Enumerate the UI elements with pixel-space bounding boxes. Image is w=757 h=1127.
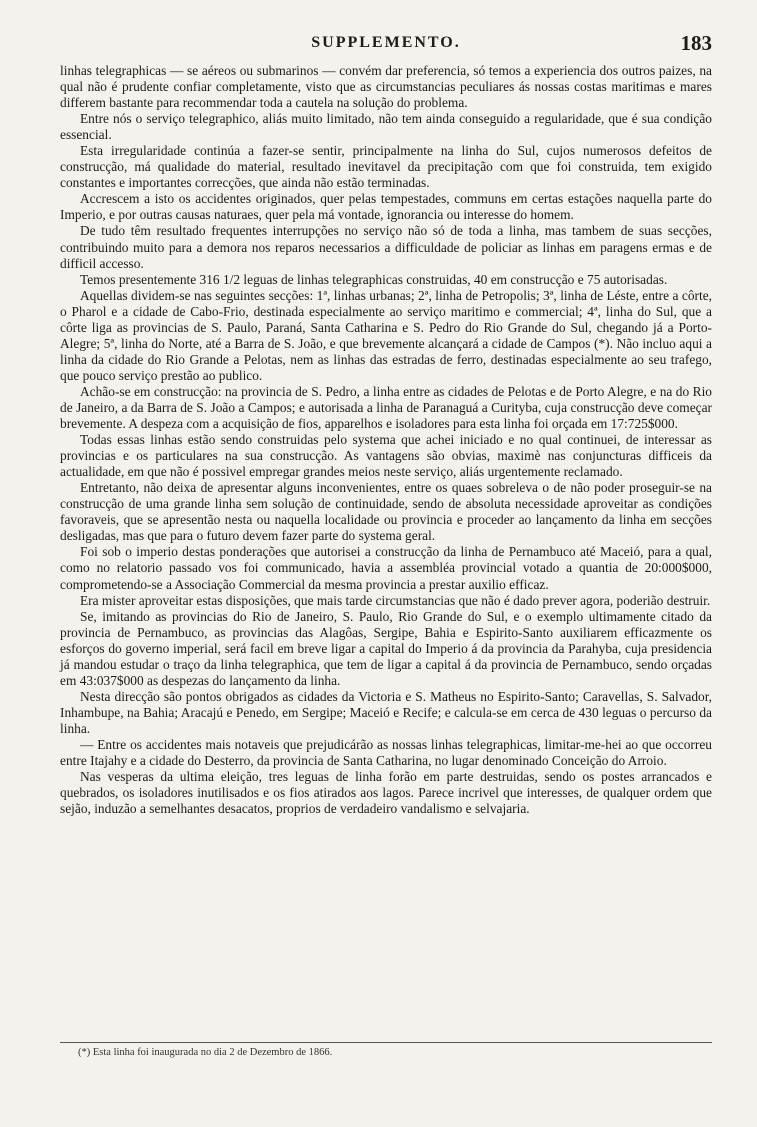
paragraph: Foi sob o imperio destas ponderações que autorisei a construcção da linha de Pernambuco até Maceió, para a qual, como no relatorio passado vos foi communicado, havia a assembléa provincial votado a quantia de 20:000$000, comprometendo-se a Associação Commercial da mesma provincia a prestar auxilio efficaz. — [60, 544, 712, 592]
paragraph: Se, imitando as provincias do Rio de Janeiro, S. Paulo, Rio Grande do Sul, e o exemplo ultimamente citado da provincia de Pernambuco, as provincias das Alagôas, Sergipe, Bahia e Espirito-Santo auxiliarem efficazmente os esforços do governo imperial, será facil em breve ligar a capital do Imperio á da provincia da Parahyba, cuja presidencia já mandou estudar o traço da linha telegraphica, que tem de ligar a capital á da provincia de Pernambuco, sendo orçadas em 43:037$000 as despezas do lançamento da linha. — [60, 608, 712, 688]
paragraph: — Entre os accidentes mais notaveis que prejudicárão as nossas linhas telegraphicas, limitar-me-hei ao que occorreu entre Itajahy e a cidade do Desterro, da provincia de Santa Catharina, no lugar denominado Conceição do Arroio. — [60, 736, 712, 769]
paragraph: Aquellas dividem-se nas seguintes secções: 1ª, linhas urbanas; 2ª, linha de Petropolis; 3ª, linha de Léste, entre a côrte, o Pharol e a cidade de Cabo-Frio, destinada especialmente ao serviço maritimo e commercial; 4ª, linha do Sul, que a côrte liga as provincias de S. Paulo, Paraná, Santa Catharina e S. Pedro do Rio Grande do Sul, chegando já a Porto-Alegre; 5ª, linha do Norte, até a Barra de S. João, e que brevemente alcançará a cidade de Campos (*). Não incluo aqui a linha da cidade do Rio Grande a Pelotas, nem as linhas das estradas de ferro, destinadas especialmente ao seu trafego, que pouco serviço prestão ao publico. — [60, 287, 712, 383]
footnote-divider — [60, 1042, 712, 1043]
running-title: SUPPLEMENTO. — [311, 34, 461, 51]
paragraph: Accrescem a isto os accidentes originados, quer pelas tempestades, communs em certas estações naquella parte do Imperio, e por outras causas naturaes, quer pela má vontade, ignorancia ou interesse do homem. — [60, 191, 712, 223]
paragraph: Achão-se em construcção: na provincia de S. Pedro, a linha entre as cidades de Pelotas e de Porto Alegre, e na do Rio de Janeiro, a da Barra de S. João a Campos; e autorisada a linha de Paranaguá a Curityba, cuja construcção deve começar brevemente. A despeza com a acquisição de fios, apparelhos e isoladores para esta linha foi orçada em 17:725$000. — [60, 383, 712, 432]
paragraph: Esta irregularidade continúa a fazer-se sentir, principalmente na linha do Sul, cujos numerosos defeitos de construcção, má qualidade do material, resultado inevitavel da precipitação com que foi construida, tem exigido constantes e importantes correcções, que ainda não estão terminadas. — [60, 143, 712, 191]
paragraph: Entretanto, não deixa de apresentar alguns inconvenientes, entre os quaes sobreleva o de não poder proseguir-se na construcção de uma grande linha sem solução de continuidade, sendo de absoluta necessidade aproveitar as condições favoraveis, que se apresentão nesta ou naquella localidade ou provincia e proceder ao lançamento da linha em secções desligadas, mas que para o futuro devem fazer parte do systema geral. — [60, 480, 712, 544]
paragraph: Nesta direcção são pontos obrigados as cidades da Victoria e S. Matheus no Espirito-Santo; Caravellas, S. Salvador, Inhambupe, na Bahia; Aracajú e Penedo, em Sergipe; Maceió e Recife; e calcula-se em cerca de 430 leguas o percurso da linha. — [60, 688, 712, 736]
paragraph: Todas essas linhas estão sendo construidas pelo systema que achei iniciado e no qual continuei, de interessar as provincias e os particulares na sua construcção. As vantagens são obvias, maximè nas conjuncturas difficeis da actualidade, em que não é possivel empregar grandes meios neste serviço, aliás urgentemente reclamado. — [60, 432, 712, 480]
footnote: (*) Esta linha foi inaugurada no dia 2 de Dezembro de 1866. — [78, 1047, 333, 1058]
page-header — [60, 31, 712, 60]
paragraph: linhas telegraphicas — se aéreos ou submarinos — convém dar preferencia, só temos a experiencia dos outros paizes, na qual não é prudente confiar completamente, visto que as circumstancias peculiares ás nossas costas maritimas e mares differem bastante para recommendar toda a cautela na solução do problema. — [60, 63, 712, 111]
paragraph: Nas vesperas da ultima eleição, tres leguas de linha forão em parte destruidas, sendo os postes arrancados e quebrados, os isoladores inutilisados e os fios atirados aos lagos. Parece incrivel que interesses, de qualquer ordem que sejão, induzão a semelhantes desacatos, proprios de verdadeiro vandalismo e selvajaria. — [60, 769, 712, 817]
page-number: 183 — [680, 31, 712, 55]
paragraph: Era mister aproveitar estas disposições, que mais tarde circumstancias que não é dado prever agora, poderião destruir. — [80, 592, 711, 608]
paragraph: De tudo têm resultado frequentes interrupções no serviço não só de toda a linha, mas tambem de suas secções, contribuindo muito para a demora nos reparos necessarios a difficuldade de policiar as linhas em paragens ermas e de difficil accesso. — [60, 223, 712, 271]
body-text — [60, 63, 712, 817]
paragraph: Temos presentemente 316 1/2 leguas de linhas telegraphicas construidas, 40 em construcção e 75 autorisadas. — [80, 271, 668, 287]
paragraph: Entre nós o serviço telegraphico, aliás muito limitado, não tem ainda conseguido a regularidade, que é sua condição essencial. — [60, 111, 712, 143]
